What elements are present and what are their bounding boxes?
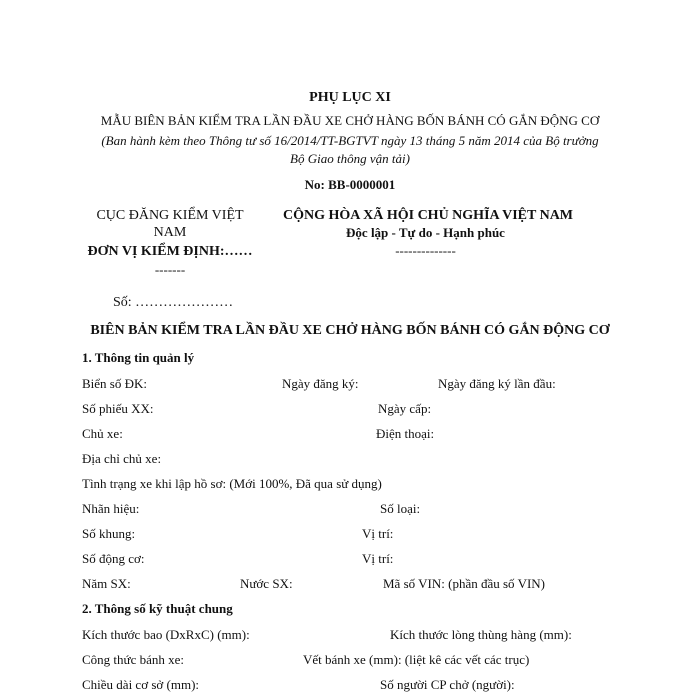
label-first-registration-date: Ngày đăng ký lần đầu:: [438, 376, 556, 391]
label-card-number: Số phiếu XX:: [82, 401, 154, 416]
label-vin: Mã số VIN: (phần đầu số VIN): [383, 576, 545, 591]
label-manufacture-country: Nước SX:: [240, 576, 293, 591]
inspection-unit: ĐƠN VỊ KIỂM ĐỊNH:……: [87, 244, 253, 259]
label-manufacture-year: Năm SX:: [82, 576, 131, 591]
label-owner-address: Địa chỉ chủ xe:: [82, 451, 162, 466]
label-overall-dimensions: Kích thước bao (DxRxC) (mm):: [82, 627, 250, 642]
label-wheel-formula: Công thức bánh xe:: [82, 652, 185, 667]
label-cargo-dimensions: Kích thước lòng thùng hàng (mm):: [390, 627, 572, 642]
label-vehicle-status: Tình trạng xe khi lập hồ sơ: (Mới 100%, Đã qua sử dụng): [82, 476, 382, 491]
agency-name-line-1: CỤC ĐĂNG KIỂM VIỆT: [96, 208, 244, 223]
national-motto: Độc lập - Tự do - Hạnh phúc: [346, 225, 505, 240]
section-1-heading: 1. Thông tin quản lý: [82, 350, 195, 365]
label-brand: Nhãn hiệu:: [82, 501, 140, 516]
agency-name-line-2: NAM: [153, 225, 187, 240]
label-frame-position: Vị trí:: [362, 526, 394, 541]
label-model: Số loại:: [380, 501, 421, 516]
left-divider: -------: [154, 262, 186, 277]
label-wheelbase: Chiều dài cơ sở (mm):: [82, 677, 200, 692]
country-name: CỘNG HÒA XÃ HỘI CHỦ NGHĨA VIỆT NAM: [283, 208, 574, 223]
appendix-title: PHỤ LỤC XI: [309, 90, 391, 105]
label-wheel-track: Vết bánh xe (mm): (liệt kê các vết các trục): [303, 652, 530, 667]
label-frame-number: Số khung:: [82, 526, 136, 541]
document-number: No: BB-0000001: [304, 177, 396, 192]
label-phone: Điện thoại:: [376, 426, 435, 441]
label-passenger-capacity: Số người CP chở (người):: [380, 677, 515, 692]
label-engine-position: Vị trí:: [362, 551, 394, 566]
form-title: MẪU BIÊN BẢN KIỂM TRA LẦN ĐẦU XE CHỞ HÀNG BỐN BÁNH CÓ GẮN ĐỘNG CƠ: [100, 113, 600, 128]
report-number: Số: …………………: [113, 295, 234, 310]
label-issue-date: Ngày cấp:: [378, 401, 432, 416]
label-registration-plate: Biển số ĐK:: [82, 376, 147, 391]
label-engine-number: Số động cơ:: [82, 551, 145, 566]
issued-note-line-2: Bộ Giao thông vận tải): [290, 151, 410, 166]
section-2-heading: 2. Thông số kỹ thuật chung: [82, 601, 233, 616]
right-divider: --------------: [395, 243, 456, 258]
label-owner: Chủ xe:: [82, 426, 123, 441]
label-registration-date: Ngày đăng ký:: [282, 376, 359, 391]
report-title: BIÊN BẢN KIỂM TRA LẦN ĐẦU XE CHỞ HÀNG BỐN BÁNH CÓ GẮN ĐỘNG CƠ: [90, 323, 610, 338]
issued-note-line-1: (Ban hành kèm theo Thông tư số 16/2014/TT-BGTVT ngày 13 tháng 5 năm 2014 của Bộ trưởng: [101, 133, 599, 148]
